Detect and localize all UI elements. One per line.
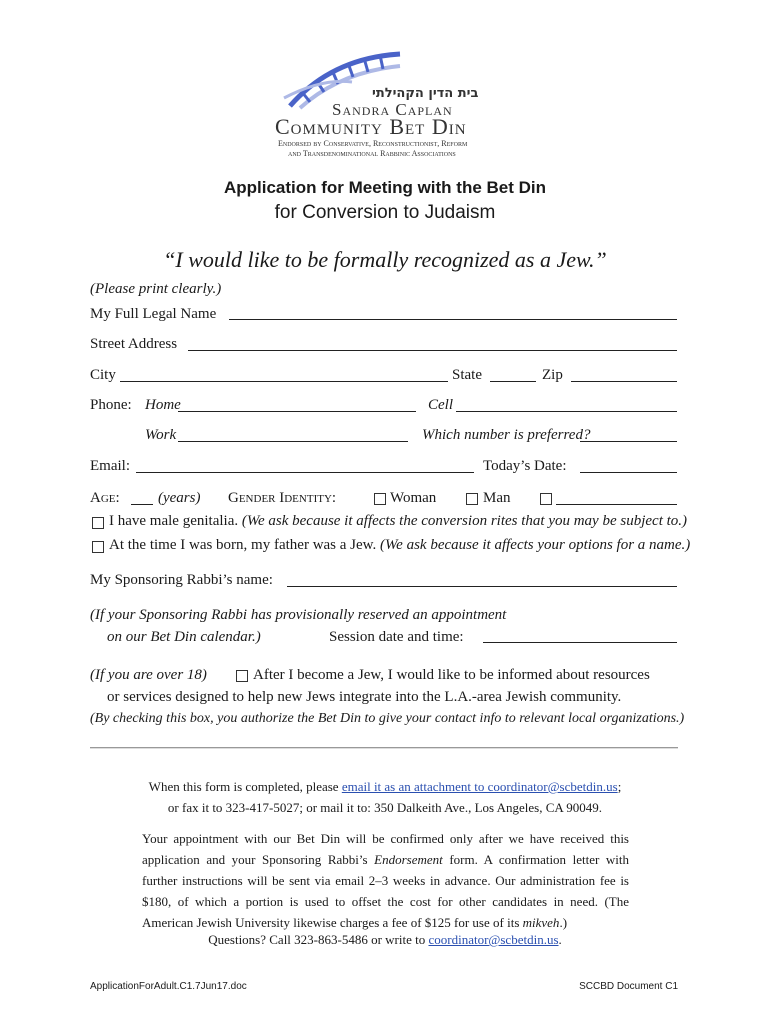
home-phone-field[interactable] — [178, 411, 416, 412]
logo-line2: Community Bet Din — [275, 114, 467, 139]
man-label: Man — [483, 490, 511, 506]
state-field[interactable] — [490, 381, 536, 382]
phone-label: Phone: — [90, 397, 132, 413]
father-jew-label: At the time I was born, my father was a Jew. — [109, 537, 377, 553]
father-jew-note: (We ask because it affects your options for a name.) — [380, 537, 691, 553]
appointment-paragraph — [142, 828, 629, 933]
date-label: Today’s Date: — [483, 458, 567, 474]
age-label: Age: — [90, 490, 120, 506]
age-field[interactable] — [131, 504, 153, 505]
home-label: Home — [145, 397, 181, 413]
coordinator-email-link[interactable]: coordinator@scbetdin.us — [428, 932, 559, 947]
print-note: (Please print clearly.) — [90, 281, 222, 297]
male-genitalia-note: (We ask because it affects the conversion rites that you may be subject to.) — [241, 513, 688, 529]
zip-label: Zip — [542, 367, 563, 383]
logo-line1: Sandra Caplan — [332, 100, 453, 119]
rabbi-label: My Sponsoring Rabbi’s name: — [90, 572, 273, 588]
city-field[interactable] — [120, 381, 448, 382]
man-checkbox[interactable] — [466, 493, 478, 505]
email-label: Email: — [90, 458, 130, 474]
logo-hebrew: בית הדין הקהילתי — [372, 86, 479, 101]
street-label: Street Address — [90, 336, 178, 352]
title-sub: for Conversion to Judaism — [274, 202, 496, 223]
quote: “I would like to be formally recognized as a Jew.” — [163, 247, 607, 272]
male-genitalia-label: I have male genitalia. — [109, 513, 239, 529]
street-field[interactable] — [188, 350, 677, 351]
completed-pre: When this form is completed, please — [148, 779, 342, 794]
para-a: Your appointment with our Bet Din will be confirmed only after we have received this application and your Sponsoring Rabbi’s — [142, 831, 629, 867]
preferred-field[interactable] — [580, 441, 677, 442]
reserved-line-2: on our Bet Din calendar.) — [107, 629, 261, 645]
zip-field[interactable] — [571, 381, 677, 382]
divider — [90, 747, 678, 749]
work-phone-field[interactable] — [178, 441, 408, 442]
logo — [272, 48, 512, 160]
title-main: Application for Meeting with the Bet Din — [223, 178, 547, 197]
para-endorsement: Endorsement — [374, 852, 443, 867]
completed-line — [0, 779, 770, 795]
male-genitalia-row — [109, 513, 687, 530]
questions-post: . — [558, 932, 562, 947]
other-gender-field[interactable] — [556, 504, 677, 505]
years-label: (years) — [158, 490, 201, 506]
logo-endorsed-1: Endorsed by Conservative, Reconstructionist, Reform — [278, 139, 468, 148]
cell-label: Cell — [428, 397, 453, 413]
session-field[interactable] — [483, 642, 677, 643]
full-name-field[interactable] — [229, 319, 677, 320]
email-field[interactable] — [136, 472, 474, 473]
state-label: State — [452, 367, 482, 383]
over18-label: (If you are over 18) — [90, 667, 207, 683]
resources-line-2: or services designed to help new Jews integrate into the L.A.-area Jewish community. — [107, 689, 622, 705]
session-label: Session date and time: — [329, 629, 464, 645]
gender-label: Gender Identity: — [228, 490, 337, 506]
completed-post: ; — [617, 779, 622, 794]
woman-label: Woman — [390, 490, 437, 506]
woman-checkbox[interactable] — [374, 493, 386, 505]
cell-phone-field[interactable] — [456, 411, 677, 412]
para-mikveh: mikveh — [522, 915, 560, 930]
resources-checkbox[interactable] — [236, 670, 248, 682]
resources-line-3: (By checking this box, you authorize the Bet Din to give your contact info to relevant local organizations.) — [90, 711, 685, 726]
father-jew-row — [109, 537, 690, 554]
questions-pre: Questions? Call 323-863-5486 or write to — [208, 932, 429, 947]
date-field[interactable] — [580, 472, 677, 473]
preferred-label: Which number is preferred? — [422, 427, 591, 443]
para-c: .) — [559, 915, 568, 930]
questions-line — [0, 932, 770, 948]
email-attachment-link[interactable]: email it as an attachment to coordinator@scbetdin.us — [341, 779, 618, 794]
para-b: form. A confirmation letter with further instructions will be sent via email 2–3 weeks in advance. Our administration fee is $180, of which a portion is used to offset the cost for other candidates in need. (The American Jewish University likewise charges a fee of $125 for use of its — [142, 852, 630, 930]
full-name-label: My Full Legal Name — [90, 306, 217, 322]
logo-endorsed-2: and Transdenominational Rabbinic Associations — [288, 149, 456, 158]
male-genitalia-checkbox[interactable] — [92, 517, 104, 529]
footer-docid: SCCBD Document C1 — [579, 981, 678, 992]
rabbi-field[interactable] — [287, 586, 677, 587]
fax-line: or fax it to 323-417-5027; or mail it to: 350 Dalkeith Ave., Los Angeles, CA 90049. — [167, 800, 603, 815]
footer-filename: ApplicationForAdult.C1.7Jun17.doc — [90, 981, 247, 992]
reserved-line-1: (If your Sponsoring Rabbi has provisionally reserved an appointment — [90, 607, 507, 623]
city-label: City — [90, 367, 116, 383]
other-gender-checkbox[interactable] — [540, 493, 552, 505]
father-jew-checkbox[interactable] — [92, 541, 104, 553]
resources-line-1: After I become a Jew, I would like to be informed about resources — [253, 667, 650, 683]
work-label: Work — [145, 427, 177, 443]
